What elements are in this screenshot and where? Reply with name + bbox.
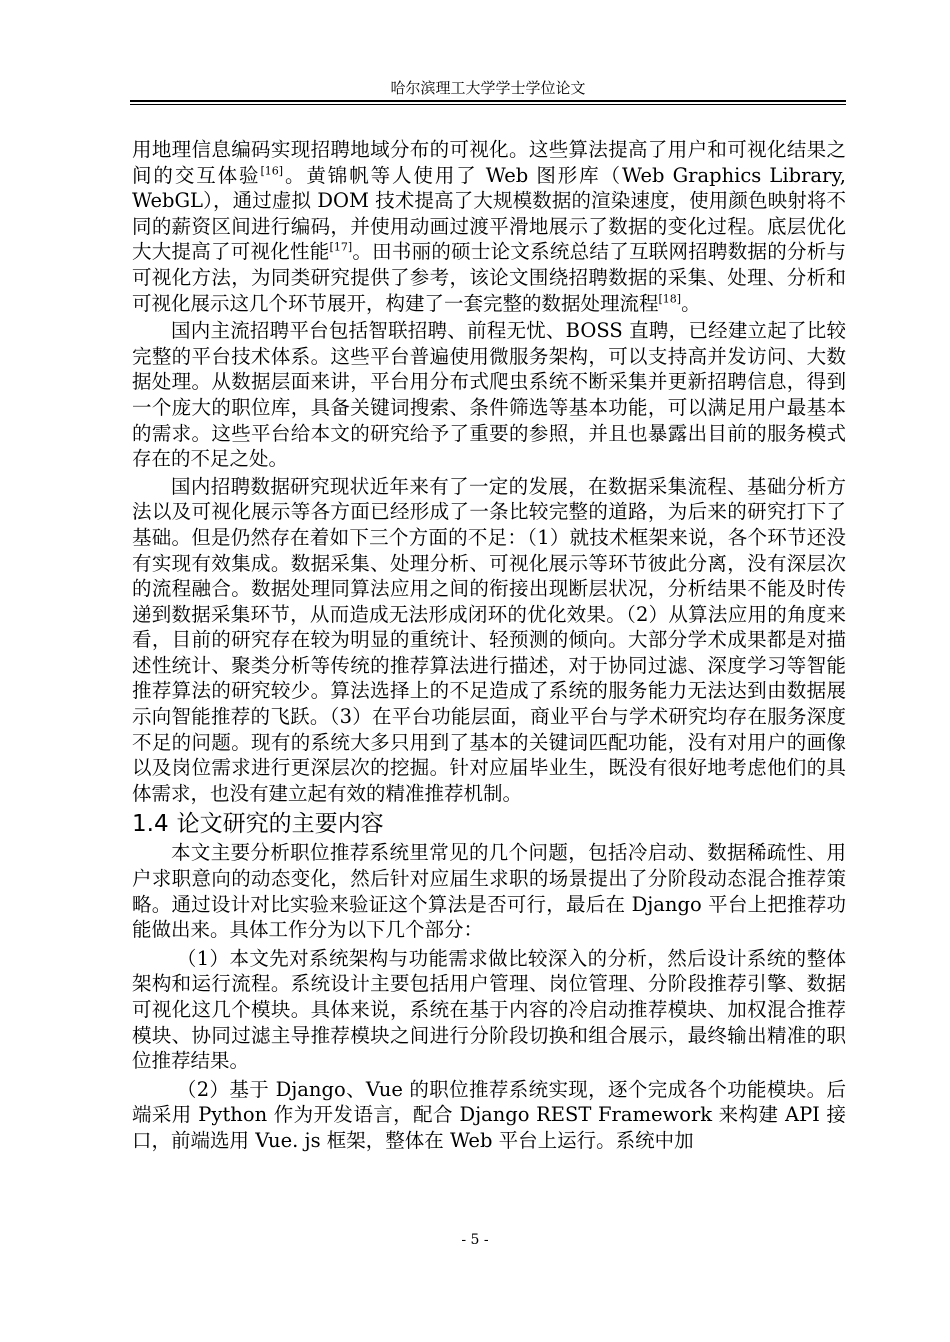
- header-rule-thin: [130, 104, 846, 105]
- citation-16: [16]: [260, 164, 284, 178]
- paragraph-6: （2）基于 Django、Vue 的职位推荐系统实现，逐个完成各个功能模块。后端采用 Python 作为开发语言，配合 Django REST Framework 来构建 API 接口，前端选用 Vue. js 框架，整体在 Web 平台上运行。系统中加: [132, 1077, 846, 1152]
- section-number: 1.4: [132, 811, 169, 838]
- section-title: 论文研究的主要内容: [176, 811, 384, 838]
- paragraph-2: 国内主流招聘平台包括智联招聘、前程无忧、BOSS 直聘，已经建立起了比较完整的平台技术体系。这些平台普遍使用微服务架构，可以支持高并发访问、大数据处理。从数据层面来讲，平台用分布式爬虫系统不断采集并更新招聘信息，得到一个庞大的职位库，具备关键词搜索、条件筛选等基本功能，可以满足用户最基本的需求。这些平台给本文的研究给予了重要的参照，并且也暴露出目前的服务模式存在的不足之处。: [132, 319, 846, 471]
- page-number: - 5 -: [461, 1232, 489, 1248]
- paragraph-1-text-a: 用地理信息编码实现招聘地域分布的可视化。这些算法提高了用户和可视化结果之间的交互体验: [132, 138, 846, 187]
- running-header: 哈尔滨理工大学学士学位论文: [390, 79, 586, 97]
- paragraph-1: [132, 137, 846, 316]
- page-body: [132, 137, 846, 1156]
- paragraph-4: 本文主要分析职位推荐系统里常见的几个问题，包括冷启动、数据稀疏性、用户求职意向的动态变化，然后针对应届生求职的场景提出了分阶段动态混合推荐策略。通过设计对比实验来验证这个算法是否可行，最后在 Django 平台上把推荐功能做出来。具体工作分为以下几个部分：: [132, 841, 846, 942]
- header-rule-thick: [130, 100, 846, 102]
- paragraph-1-text-b: 。黄锦帆等人使用了 Web 图形库（Web Graphics Library, WebGL），通过虚拟 DOM 技术提高了大规模数据的渲染速度，使用颜色映射将不同的薪资区间进行编码，并使用动画过渡平滑地展示了数据的变化过程。底层优化大大提高了可视化性能: [132, 163, 846, 264]
- paragraph-3: 国内招聘数据研究现状近年来有了一定的发展，在数据采集流程、基础分析方法以及可视化展示等各方面已经形成了一条比较完整的道路，为后来的研究打下了基础。但是仍然存在着如下三个方面的不足：（1）就技术框架来说，各个环节还没有实现有效集成。数据采集、处理分析、可视化展示等环节彼此分离，没有深层次的流程融合。数据处理同算法应用之间的衔接出现断层状况，分析结果不能及时传递到数据采集环节，从而造成无法形成闭环的优化效果。（2）从算法应用的角度来看，目前的研究存在较为明显的重统计、轻预测的倾向。大部分学术成果都是对描述性统计、聚类分析等传统的推荐算法进行描述，对于协同过滤、深度学习等智能推荐算法的研究较少。算法选择上的不足造成了系统的服务能力无法达到由数据展示向智能推荐的飞跃。（3）在平台功能层面，商业平台与学术研究均存在服务深度不足的问题。现有的系统大多只用到了基本的关键词匹配功能，没有对用户的画像以及岗位需求进行更深层次的挖掘。针对应届毕业生，既没有很好地考虑他们的具体需求，也没有建立起有效的精准推荐机制。: [132, 474, 846, 805]
- paragraph-5: （1）本文先对系统架构与功能需求做比较深入的分析，然后设计系统的整体架构和运行流程。系统设计主要包括用户管理、岗位管理、分阶段推荐引擎、数据可视化这几个模块。具体来说，系统在基于内容的冷启动推荐模块、加权混合推荐模块、协同过滤主导推荐模块之间进行分阶段切换和组合展示，最终输出精准的职位推荐结果。: [132, 946, 846, 1073]
- paragraph-1-text-c: 。田书丽的硕士论文系统总结了互联网招聘数据的分析与可视化方法，为同类研究提供了参考，该论文围绕招聘数据的采集、处理、分析和可视化展示这几个环节展开，构建了一套完整的数据处理流程: [132, 240, 846, 315]
- citation-18: [18]: [658, 292, 682, 306]
- section-heading: [132, 808, 846, 840]
- paragraph-1-text-d: 。: [681, 291, 701, 315]
- citation-17: [17]: [329, 240, 353, 254]
